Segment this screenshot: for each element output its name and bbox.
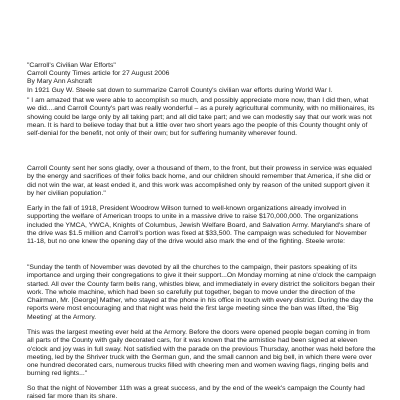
article-intro: In 1921 Guy W. Steele sat down to summarize Carroll County's civilian war efforts during World War I. [27,86,333,94]
paragraph-wilson-drive: Early in the fall of 1918, President Woodrow Wilson turned to well-known organizations already involved in supporting the welfare of American troops to unite in a massive drive to raise $170,000,000. The organizations included the YMCA, YWCA, Knights of Columbus, Jewish Welfare Board, and Salvation Army. Maryland's share of the drive was $1.5 million and Carroll's portion was fixed at $33,500. The campaign was scheduled for November 11-18, but no one knew the opening day of the drive would also mark the end of the fighting. Steele wrote: [27,205,371,246]
article-title: "Carroll's Civilian War Efforts" [27,62,116,69]
paragraph-cutoff: So that the night of November 11th was a great success, and by the end of the week's campaign the County had raised far more than its share. [27,385,365,400]
paragraph-carroll-sons: Carroll County sent her sons gladly, over a thousand of them, to the front, but their prowess in service was equaled by the energy and sacrifices of their folks back home, and our children should remember that America, if she did or did not win the war, at least ended it, and this work was accomplished only by reason of the united support given it by her civilian population." [27,165,372,197]
paragraph-november-tenth: "Sunday the tenth of November was devoted by all the churches to the campaign, their pastors speaking of its importance and urging their congregations to give it their support...On Monday morning at nine o'clock the campaign started. All over the County farm bells rang, whistles blew, and immediately in every district the solicitors began their work. The whole machine, which had been so carefully put together, began to move under the direction of the Chairman, Mr. [George] Mather, who stayed at the phone in his office in touch with every district. During the day the reports were most encouraging and that night was held the first large meeting since the ban was lifted, the 'Big Meeting' at the Armory. [27,264,376,321]
paragraph-armory-meeting: This was the largest meeting ever held at the Armory. Before the doors were opened people began coming in from all parts of the County with gaily decorated cars, for it was known that the armistice had been signed at eleven o'clock and joy was in full sway. Not satisfied with the parade on the previous Thursday, another was held before the meeting, led by the Shriver truck with the German gun, and the small cannon and big bell, in which there were over one hundred decorated cars, numerous trucks filled with cheering men and women waving flags, ringing bells and burning red lights..." [27,329,376,378]
paragraph-quote-opening: " I am amazed that we were able to accomplish so much, and possibly appreciate more now, than I did then, what we did....and Carroll County's part was really wonderful – as a purely agricultural community, with no millionaires, its showing could be large only by all taking part; and all did take part; and we can modestly say that our work was not mean. It is hard to believe today that but a little over two short years ago the people of this County thought only of self-denial for the benefit, not only of their own; but for suffering humanity wherever found. [27,97,375,138]
article-source: Carroll County Times article for 27 August 2006 [27,70,170,78]
article-author: By Mary Ann Ashcraft [27,78,92,86]
article-header [27,62,377,95]
